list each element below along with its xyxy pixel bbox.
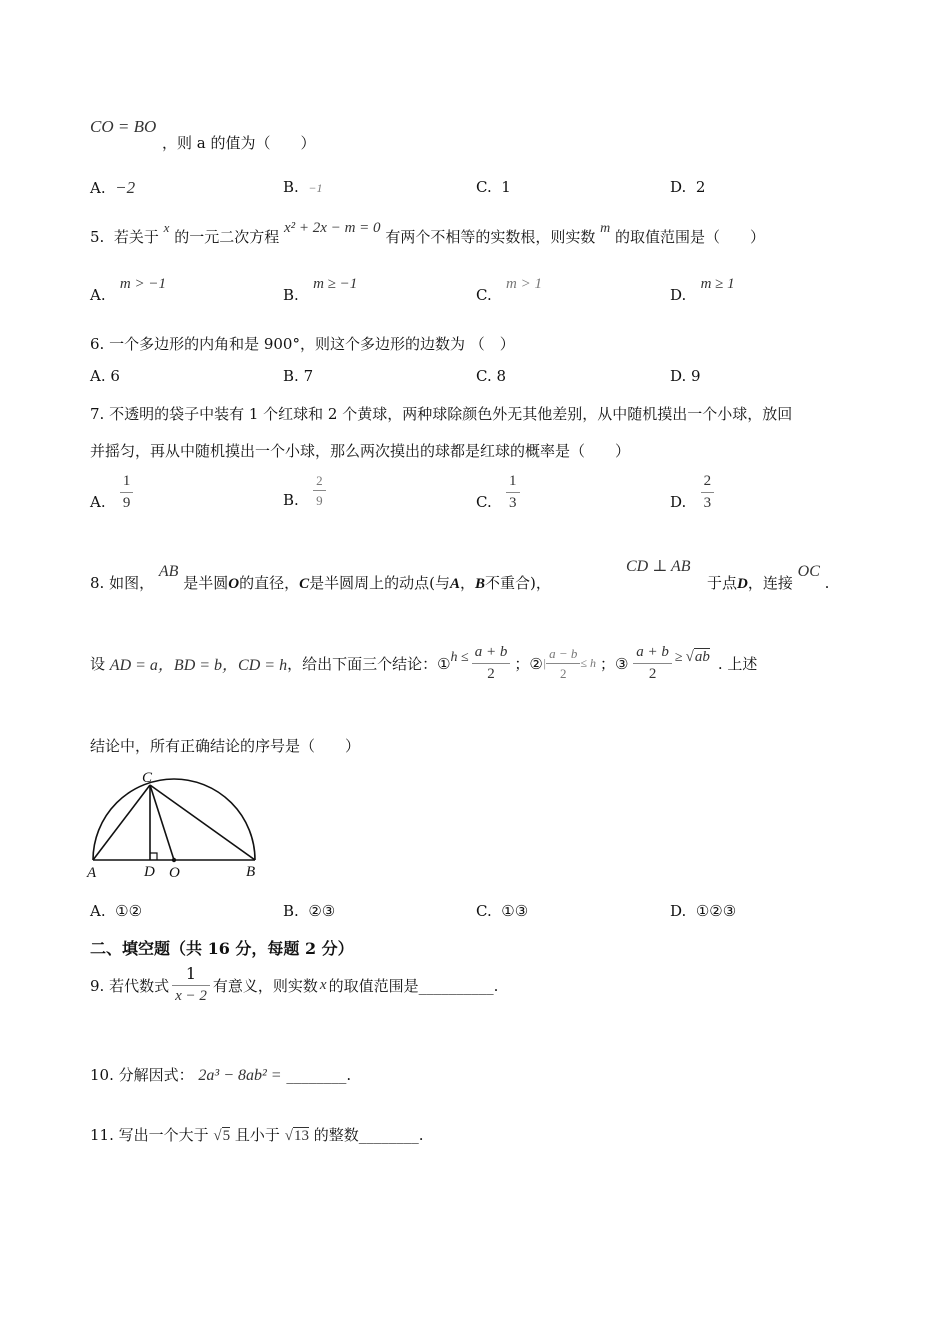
q7-d-fraction: $\frac{2}{3}$ [701, 474, 715, 512]
center-o-point [172, 858, 176, 862]
q6-option-c[interactable]: C. 8 [476, 367, 507, 385]
q7-option-d[interactable]: D. $\frac{2}{3}$ [670, 474, 714, 512]
right-angle-mark [150, 853, 157, 860]
q6-question: 6. 一个多边形的内角和是 900°，则这个多边形的边数为 （ ） [90, 335, 515, 353]
q8-perp: CD ⊥ AB [626, 558, 691, 575]
q6-option-d[interactable]: D. 9 [670, 367, 701, 385]
q8-sqrt: √ab [685, 649, 710, 666]
q8-c1-fraction: $\frac{a + b}{2}$ [472, 645, 511, 683]
label-d: D [144, 864, 155, 878]
q9-fraction: $\frac{1}{x - 2}$ [172, 966, 210, 1005]
q6-option-b[interactable]: B. 7 [283, 367, 314, 385]
q4-tail-text: ，则 a 的值为（ ） [162, 134, 316, 152]
q8-line1-end: 于点D，连接 OC . [707, 563, 830, 592]
q7-c-fraction: $\frac{1}{3}$ [506, 474, 520, 512]
q8-option-c[interactable]: C. ①③ [476, 902, 529, 920]
q5-question: 5. 若关于 x 的一元二次方程 x² + 2x − m = 0 有两个不相等的实数根，则实数 m 的取值范围是（ ） [90, 220, 766, 246]
q5-option-c[interactable]: C. m > 1 [476, 276, 542, 304]
q11-sqrt5: √5 [213, 1128, 231, 1144]
q7-line2: 并摇匀，再从中随机摸出一个小球，那么两次摸出的球都是红球的概率是（ ） [90, 442, 631, 460]
q7-a-fraction: $\frac{1}{9}$ [120, 474, 134, 512]
q4-tail [90, 117, 156, 137]
q8-line3: 结论中，所有正确结论的序号是（ ） [90, 737, 361, 755]
q7-b-fraction: $\frac{2}{9}$ [313, 474, 326, 507]
q6-option-a[interactable]: A. 6 [90, 367, 120, 385]
q4-option-c[interactable]: C. 1 [476, 178, 511, 196]
q4-option-b[interactable]: B. −1 [283, 178, 323, 196]
segment-oc [150, 785, 174, 860]
q5-option-a[interactable]: A. m > −1 [90, 276, 166, 304]
q7-option-b[interactable]: B. $\frac{2}{9}$ [283, 474, 326, 507]
label-c: C [142, 770, 153, 786]
q7-option-a[interactable]: A. $\frac{1}{9}$ [90, 474, 133, 512]
label-b: B [246, 864, 256, 878]
q10-question: 10. 分解因式： 2a³ − 8ab² = ________. [90, 1066, 352, 1084]
semicircle-figure [82, 768, 272, 878]
q8-c3-fraction: $\frac{a + b}{2}$ [633, 645, 672, 683]
semicircle-arc [93, 779, 255, 860]
q8-option-a[interactable]: A. ①② [90, 902, 143, 920]
label-a: A [87, 865, 97, 878]
q7-option-c[interactable]: C. $\frac{1}{3}$ [476, 474, 520, 512]
q8-option-d[interactable]: D. ①②③ [670, 902, 737, 920]
q11-question: 11. 写出一个大于 √5 且小于 √13 的整数________. [90, 1126, 424, 1144]
q8-c2-fraction: $\frac{a - b}{2}$ [546, 647, 580, 680]
chord-cb [150, 785, 255, 860]
q11-sqrt13: √13 [284, 1128, 309, 1144]
q4-option-d[interactable]: D. 2 [670, 178, 706, 196]
q8-line1: 8. 如图， AB 是半圆O的直径，C是半圆周上的动点(与A，B不重合)， [90, 563, 551, 592]
q9-question: 9. 若代数式 $\frac{1}{x - 2}$ 有意义，则实数 x 的取值范围是__________. [90, 964, 499, 1004]
label-o: O [169, 865, 180, 878]
q8-option-b[interactable]: B. ②③ [283, 902, 336, 920]
q4-option-a[interactable]: A. −2 [90, 178, 136, 197]
q8-line2: 设 AD = a，BD = b，CD = h ，给出下面三个结论： ① h ≤ $\frac{a + b}{2}$ ； ② | $\frac{a - b}{2}$ ≤ h ； ③ $\frac{a + b}{2}$ ≥ √ab . 上述 [90, 644, 758, 682]
section-fill-in-title: 二、填空题（共 16 分，每题 2 分） [90, 939, 354, 958]
q7-line1: 7. 不透明的袋子中装有 1 个红球和 2 个黄球，两种球除颜色外无其他差别，从中随机摸出一个小球，放回 [90, 405, 793, 423]
q4-math: CO = BO [90, 117, 157, 136]
q5-option-d[interactable]: D. m ≥ 1 [670, 276, 735, 304]
q5-option-b[interactable]: B. m ≥ −1 [283, 276, 358, 304]
